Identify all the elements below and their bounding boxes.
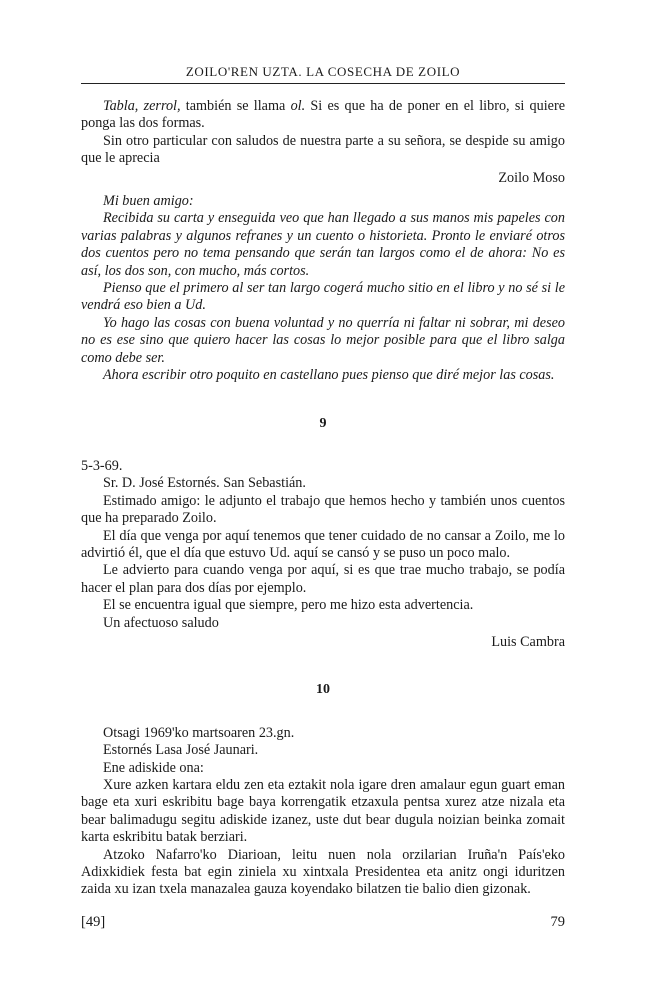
paragraph: Xure azken kartara eldu zen eta eztakit nola igare dren amalaur egun guart eman bage eta xuri eskribitu bage baya korrengatik etzaxula pentsa xurez atze nizala eta bear balimadugu segitu adiskide izanez, uste dut bear dugula noizian beinka zomait karta eskribitu batak berziari.: [81, 777, 565, 846]
section-number: 10: [316, 682, 330, 698]
text: Pienso que el primero al ser tan largo cogerá mucho sitio en el libro y no sé si le vendrá eso bien a Ud.: [81, 280, 565, 314]
paragraph: [81, 367, 565, 384]
text: Ahora escribir otro poquito en castellano pues pienso que diré mejor las cosas.: [103, 367, 555, 384]
text: Mi buen amigo:: [103, 193, 194, 210]
letter-address: Sr. D. José Estornés. San Sebastián.: [103, 475, 306, 492]
signature: Luis Cambra: [491, 633, 565, 650]
page-number: 79: [550, 914, 565, 930]
letter-date: 5-3-69.: [81, 457, 123, 474]
paragraph: Un afectuoso saludo: [103, 614, 219, 631]
footer-reference: [49]: [81, 914, 106, 930]
salutation: Ene adiskide ona:: [103, 759, 204, 776]
text: Yo hago las cosas con buena voluntad y no querría ni faltar ni sobrar, mi deseo no es ese sino que quiero hacer las cosas lo mejor posible para que el libro salga como debe ser.: [81, 314, 565, 366]
text: Recibida su carta y enseguida veo que han llegado a sus manos mis papeles con varias palabras y algunos refranes y un cuento o historieta. Pronto le enviaré otros dos cuentos pero no tema pensando que serán tan largos como el de ahora: No es así, los dos son, con mucho, más cortos.: [81, 210, 565, 279]
page-footer: [81, 914, 565, 931]
text: también se llama: [180, 98, 291, 114]
paragraph: Atzoko Nafarro'ko Diarioan, leitu nuen nola orzilarian Iruña'n País'eko Adixkidiek festa bat egin ziniela xu xintxala Presidentea eta anitz ongi iduritzen zaida xu izan txela manazalea gauza koyendako bilatzen tie balio dien gizonak.: [81, 846, 565, 898]
text: Si es que ha de poner en el libro, si quiere ponga las dos formas.: [81, 98, 565, 132]
running-header: ZOILO'REN UZTA. LA COSECHA DE ZOILO: [185, 64, 461, 79]
section-number: 9: [319, 415, 327, 431]
paragraph: Sin otro particular con saludos de nuestra parte a su señora, se despide su amigo que le aprecia: [81, 132, 565, 167]
salutation: [81, 193, 565, 210]
paragraph: El día que venga por aquí tenemos que tener cuidado de no cansar a Zoilo, me lo advirtió él, que el día que estuvo Ud. aquí se cansó y se puso un poco malo.: [81, 527, 565, 561]
paragraph: [81, 210, 565, 280]
paragraph: [81, 280, 565, 315]
paragraph: El se encuentra igual que siempre, pero me hizo esta advertencia.: [103, 597, 474, 614]
paragraph: [81, 315, 565, 367]
paragraph: Estimado amigo: le adjunto el trabajo que hemos hecho y también unos cuentos que ha preparado Zoilo.: [81, 492, 565, 527]
italic-word: ol.: [290, 98, 306, 114]
page: [81, 0, 565, 1000]
italic-words: Tabla, zerrol,: [103, 98, 181, 114]
letter-address: Estornés Lasa José Jaunari.: [103, 742, 259, 759]
header-rule: [81, 83, 565, 84]
paragraph: Le advierto para cuando venga por aquí, si es que trae mucho trabajo, se podía hacer el plan para dos días por ejemplo.: [81, 562, 565, 596]
letter-date: Otsagi 1969'ko martsoaren 23.gn.: [103, 724, 295, 741]
paragraph: [81, 98, 565, 133]
page-body: [81, 98, 565, 899]
signature: Zoilo Moso: [498, 169, 565, 186]
